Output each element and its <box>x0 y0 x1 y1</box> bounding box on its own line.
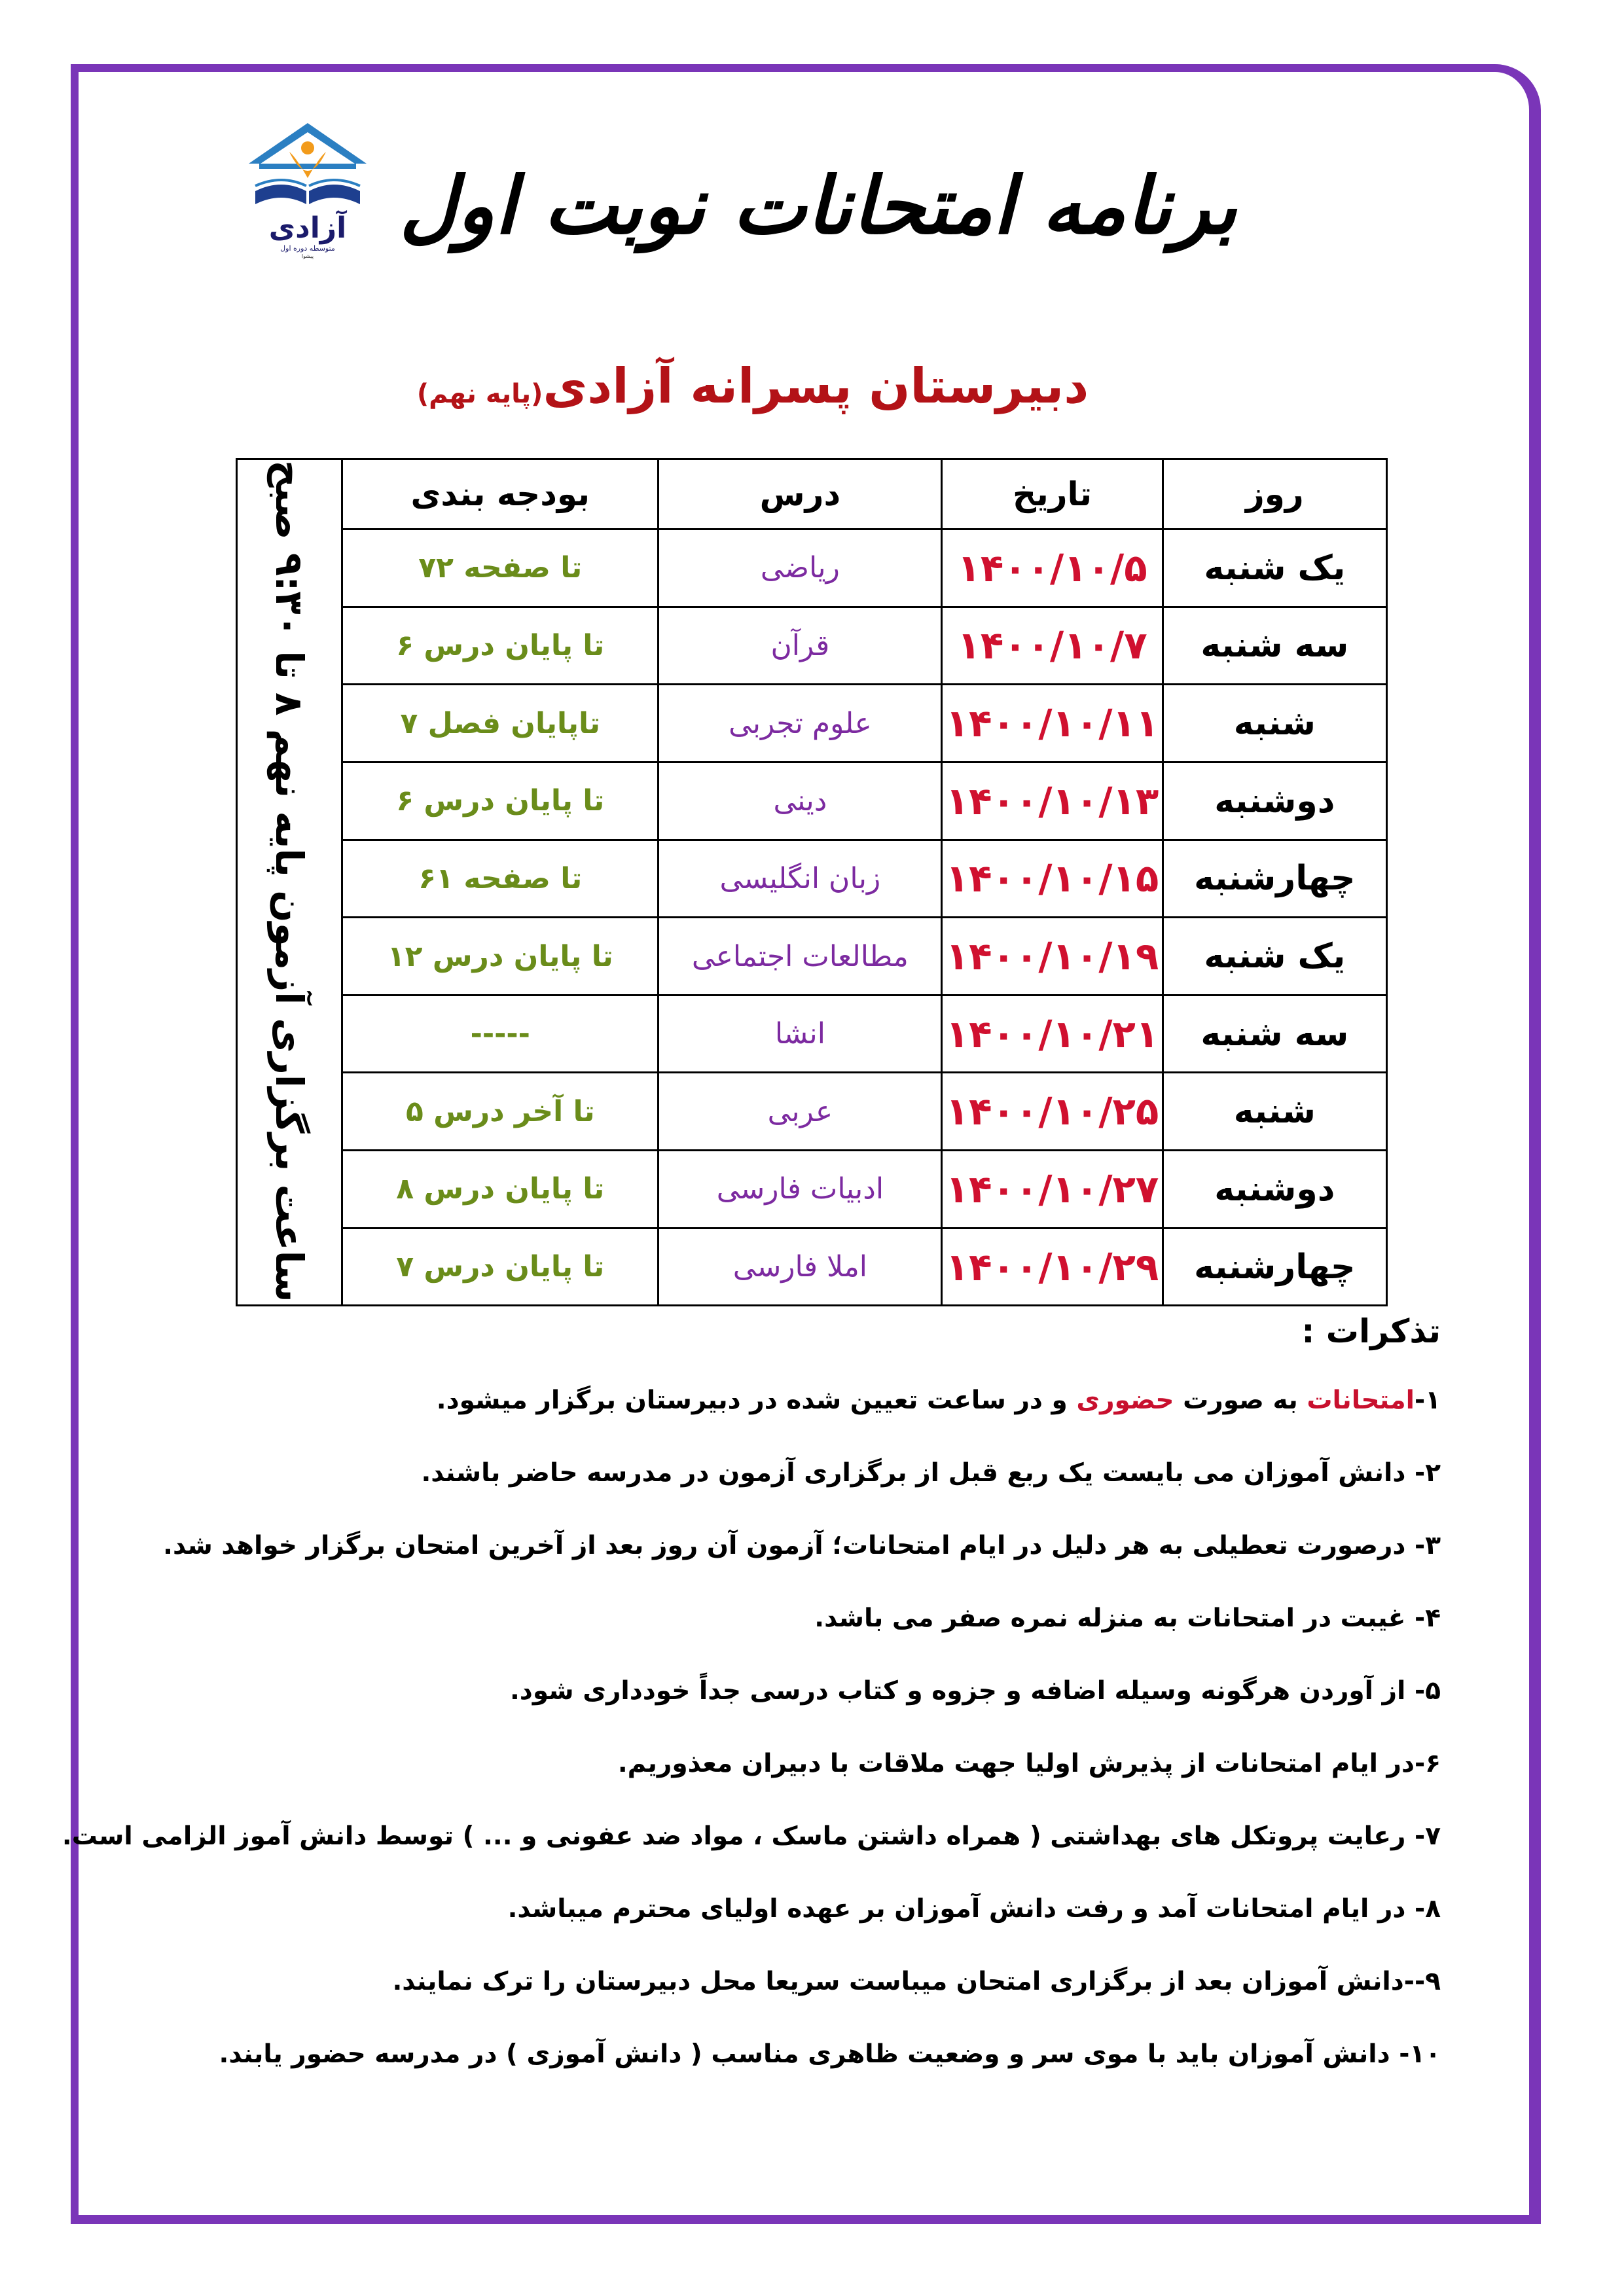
row-day: شنبه <box>1163 685 1386 762</box>
row-subject: املا فارسی <box>659 1228 942 1306</box>
row-day: یک شنبه <box>1163 529 1386 607</box>
row-subject: دینی <box>659 762 942 840</box>
note-item: ۵- از آوردن هرگونه وسیله اضافه و جزوه و کتاب درسی جداً خودداری شود. <box>509 1676 1441 1706</box>
notes-list <box>62 1381 1441 2108</box>
header-budget: بودجه بندی <box>342 459 659 529</box>
note-1-exams: امتحانات <box>1307 1386 1415 1415</box>
row-date: ۱۴۰۰/۱۰/۱۵ <box>942 840 1163 918</box>
note-item <box>158 1381 1441 1454</box>
row-budget: ----- <box>342 995 659 1073</box>
row-date: ۱۴۰۰/۱۰/۱۱ <box>942 685 1163 762</box>
school-logo <box>229 118 386 259</box>
row-budget: تا پایان درس ۱۲ <box>342 918 659 996</box>
row-day: چهارشنبه <box>1163 1228 1386 1306</box>
table-header-row <box>237 459 1387 529</box>
note-item: ۹--دانش آموزان بعد از برگزاری امتحان میباست سریعا محل دبیرستان را ترک نمایند. <box>392 1967 1441 1996</box>
row-date: ۱۴۰۰/۱۰/۱۹ <box>942 918 1163 996</box>
row-date: ۱۴۰۰/۱۰/۲۵ <box>942 1073 1163 1151</box>
table-row <box>237 685 1387 762</box>
school-subtitle <box>393 357 1113 423</box>
row-date: ۱۴۰۰/۱۰/۵ <box>942 529 1163 607</box>
row-date: ۱۴۰۰/۱۰/۲۷ <box>942 1151 1163 1229</box>
logo-subtitle-2: پیشوا <box>301 253 314 259</box>
note-item: ۲- دانش آموزان می بایست یک ربع قبل از برگزاری آزمون در مدرسه حاضر باشند. <box>421 1458 1441 1488</box>
exam-time-cell <box>237 459 342 1306</box>
row-subject: مطالعات اجتماعی <box>659 918 942 996</box>
row-subject: زبان انگلیسی <box>659 840 942 918</box>
row-date: ۱۴۰۰/۱۰/۱۳ <box>942 762 1163 840</box>
header-day: روز <box>1163 459 1386 529</box>
row-date: ۱۴۰۰/۱۰/۲۹ <box>942 1228 1163 1306</box>
note-item: ۴- غیبت در امتحانات به منزله نمره صفر می باشد. <box>814 1604 1441 1633</box>
row-day: دوشنبه <box>1163 762 1386 840</box>
note-item: ۳- درصورت تعطیلی به هر دلیل در ایام امتحانات؛ آزمون آن روز بعد از آخرین امتحان برگزار خواهد شد. <box>163 1531 1441 1560</box>
row-day: یک شنبه <box>1163 918 1386 996</box>
logo-house-icon <box>229 118 386 216</box>
row-budget: تا آخر درس ۵ <box>342 1073 659 1151</box>
note-item: ۱۰- دانش آموزان باید با موی سر و وضعیت ظاهری مناسب ( دانش آموزی ) در مدرسه حضور یابند. <box>219 2039 1441 2069</box>
row-subject: عربی <box>659 1073 942 1151</box>
row-date: ۱۴۰۰/۱۰/۲۱ <box>942 995 1163 1073</box>
row-budget: تا پایان درس ۷ <box>342 1228 659 1306</box>
row-subject: قرآن <box>659 607 942 685</box>
row-day: سه شنبه <box>1163 607 1386 685</box>
row-subject: ریاضی <box>659 529 942 607</box>
row-day: دوشنبه <box>1163 1151 1386 1229</box>
note-1-mid: به صورت <box>1174 1386 1307 1415</box>
row-budget: تاپایان فصل ۷ <box>342 685 659 762</box>
school-name: دبیرستان پسرانه آزادی <box>543 358 1089 414</box>
note-1-in-person: حضوری <box>1076 1386 1174 1415</box>
note-1-rest: و در ساعت تعیین شده در دبیرستان برگزار میشود. <box>436 1386 1077 1415</box>
table-row <box>237 840 1387 918</box>
table-row <box>237 762 1387 840</box>
row-day: چهارشنبه <box>1163 840 1386 918</box>
table-row <box>237 995 1387 1073</box>
row-budget: تا پایان درس ۸ <box>342 1151 659 1229</box>
row-date: ۱۴۰۰/۱۰/۷ <box>942 607 1163 685</box>
grade-label: (پایه نهم) <box>416 379 543 409</box>
row-subject: علوم تجربی <box>659 685 942 762</box>
logo-subtitle: متوسطه دوره اول <box>280 244 335 253</box>
exam-schedule-table <box>236 458 1388 1306</box>
table-row <box>237 1151 1387 1229</box>
note-item: ۶-در ایام امتحانات از پذیرش اولیا جهت ملاقات با دبیران معذوریم. <box>617 1749 1441 1778</box>
logo-name: آزادی <box>268 211 347 245</box>
table-row <box>237 529 1387 607</box>
table-row <box>237 918 1387 996</box>
header-date: تاریخ <box>942 459 1163 529</box>
header-subject: درس <box>659 459 942 529</box>
note-item: ۸- در ایام امتحانات آمد و رفت دانش آموزان بر عهده اولیای محترم میباشد. <box>507 1894 1441 1924</box>
table-row <box>237 1073 1387 1151</box>
exam-time-label: ساعت برگزاری آزمون پایه نهم ۸ تا ۹:۳۰ صبح <box>267 460 312 1302</box>
table-row <box>237 1228 1387 1306</box>
row-budget: تا پایان درس ۶ <box>342 607 659 685</box>
row-budget: تا صفحه ۷۲ <box>342 529 659 607</box>
note-item: ۷- رعایت پروتکل های بهداشتی ( همراه داشتن ماسک ، مواد ضد عفونی و ... ) توسط دانش آموز الزامی است. <box>62 1821 1441 1851</box>
row-budget: تا صفحه ۶۱ <box>342 840 659 918</box>
notes-title: تذکرات : <box>1301 1312 1441 1350</box>
row-day: شنبه <box>1163 1073 1386 1151</box>
row-subject: ادبیات فارسی <box>659 1151 942 1229</box>
row-budget: تا پایان درس ۶ <box>342 762 659 840</box>
note-1-prefix: ۱- <box>1415 1386 1441 1415</box>
table-row <box>237 607 1387 685</box>
page-title: برنامه امتحانات نوبت اول <box>399 160 1237 252</box>
row-day: سه شنبه <box>1163 995 1386 1073</box>
row-subject: انشا <box>659 995 942 1073</box>
